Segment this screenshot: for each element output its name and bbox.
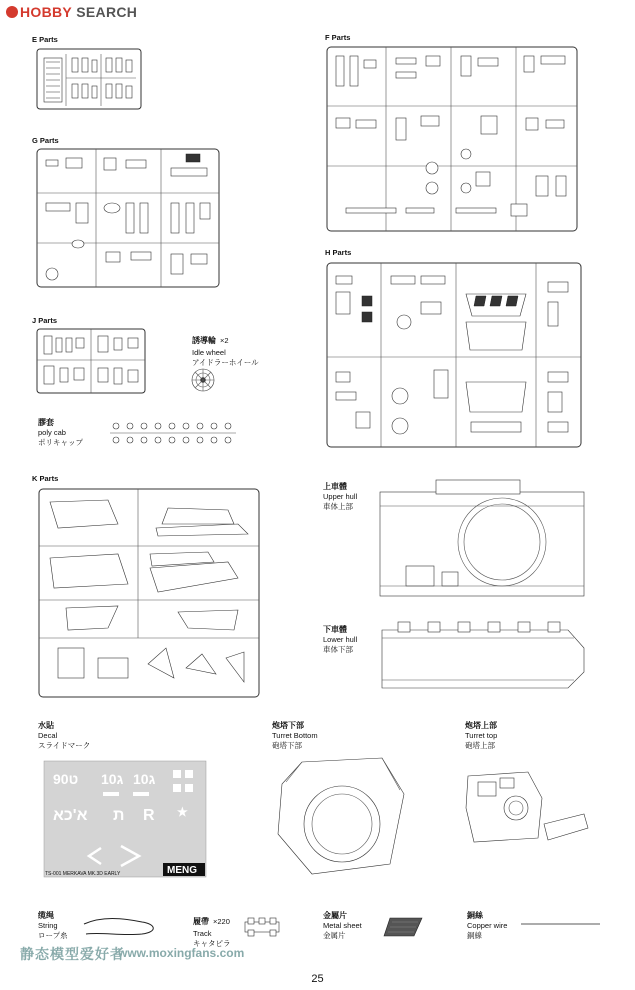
lower-hull-drawing xyxy=(378,616,586,692)
e-parts-sprue xyxy=(36,48,142,110)
k-parts-title: K Parts xyxy=(32,474,59,483)
svg-text:ג10: ג10 xyxy=(133,771,156,787)
turret-top-label: 炮塔上部 Turret top 砲塔上部 xyxy=(465,721,498,750)
decal-caption: TS-001 MERKAVA MK.3D EARLY xyxy=(45,871,121,877)
svg-text:א'כא: א'כא xyxy=(53,807,88,824)
meng-logo: MENG xyxy=(167,865,197,876)
f-parts-title: F Parts xyxy=(325,33,351,42)
copper-wire-label: 銅絲 Copper wire 銅線 xyxy=(467,911,508,940)
k-parts-group xyxy=(50,500,248,682)
f-parts-sprue xyxy=(326,46,578,232)
page-number: 25 xyxy=(311,973,324,985)
e-track-links-left xyxy=(44,58,62,102)
h-parts-group xyxy=(336,276,568,434)
idle-wheel-drawing xyxy=(190,367,216,393)
lower-hull-label: 下車體 Lower hull 車体下部 xyxy=(323,625,358,654)
j-parts-title: J Parts xyxy=(32,316,58,325)
j-parts-sprue xyxy=(36,328,146,394)
upper-hull-drawing xyxy=(376,476,586,600)
svg-text:R: R xyxy=(143,807,155,824)
svg-text:ט90: ט90 xyxy=(53,771,79,787)
h-parts-title: H Parts xyxy=(325,248,352,257)
svg-text:ג10: ג10 xyxy=(101,771,124,787)
g-parts-group xyxy=(46,154,210,280)
metal-sheet-drawing xyxy=(382,916,424,938)
turret-top-drawing xyxy=(464,768,590,848)
h-parts-sprue xyxy=(326,262,582,448)
svg-text:★: ★ xyxy=(177,805,188,819)
g-parts-title: G Parts xyxy=(32,136,59,145)
k-parts-sprue xyxy=(38,488,260,698)
logo-mark-icon xyxy=(6,6,18,18)
e-parts-title: E Parts xyxy=(32,35,58,44)
string-label: 缆绳 String ロープ糸 xyxy=(38,911,68,940)
string-drawing xyxy=(82,914,162,940)
copper-wire-drawing xyxy=(520,921,602,927)
turret-bottom-label: 炮塔下部 Turret Bottom 砲塔下部 xyxy=(272,721,318,750)
decal-label: 水貼 Decal スライドマーク xyxy=(38,721,91,750)
poly-cap-runner xyxy=(108,420,238,446)
e-small-parts xyxy=(66,54,136,106)
watermark-url: www.moxingfans.com xyxy=(118,946,245,960)
upper-hull-label: 上車體 Upper hull 車体上部 xyxy=(323,482,358,511)
poly-cap-label: 膠套 poly cab ポリキャップ xyxy=(38,418,83,447)
idle-wheel-label: 誘導輪 ×2 Idle wheel アイドラーホイール xyxy=(192,336,259,367)
decal-sheet xyxy=(43,760,207,878)
watermark-cn: 静态模型爱好者 xyxy=(20,947,125,963)
track-link-drawing xyxy=(242,916,282,938)
svg-text:ת: ת xyxy=(113,807,125,824)
g-parts-sprue xyxy=(36,148,220,288)
metal-sheet-label: 金屬片 Metal sheet 金属片 xyxy=(323,911,362,940)
track-label: 履帶 ×220 Track キャタピラ xyxy=(193,917,231,948)
hobby-search-logo: HOBBY SEARCH xyxy=(6,4,137,20)
turret-bottom-drawing xyxy=(272,754,408,878)
